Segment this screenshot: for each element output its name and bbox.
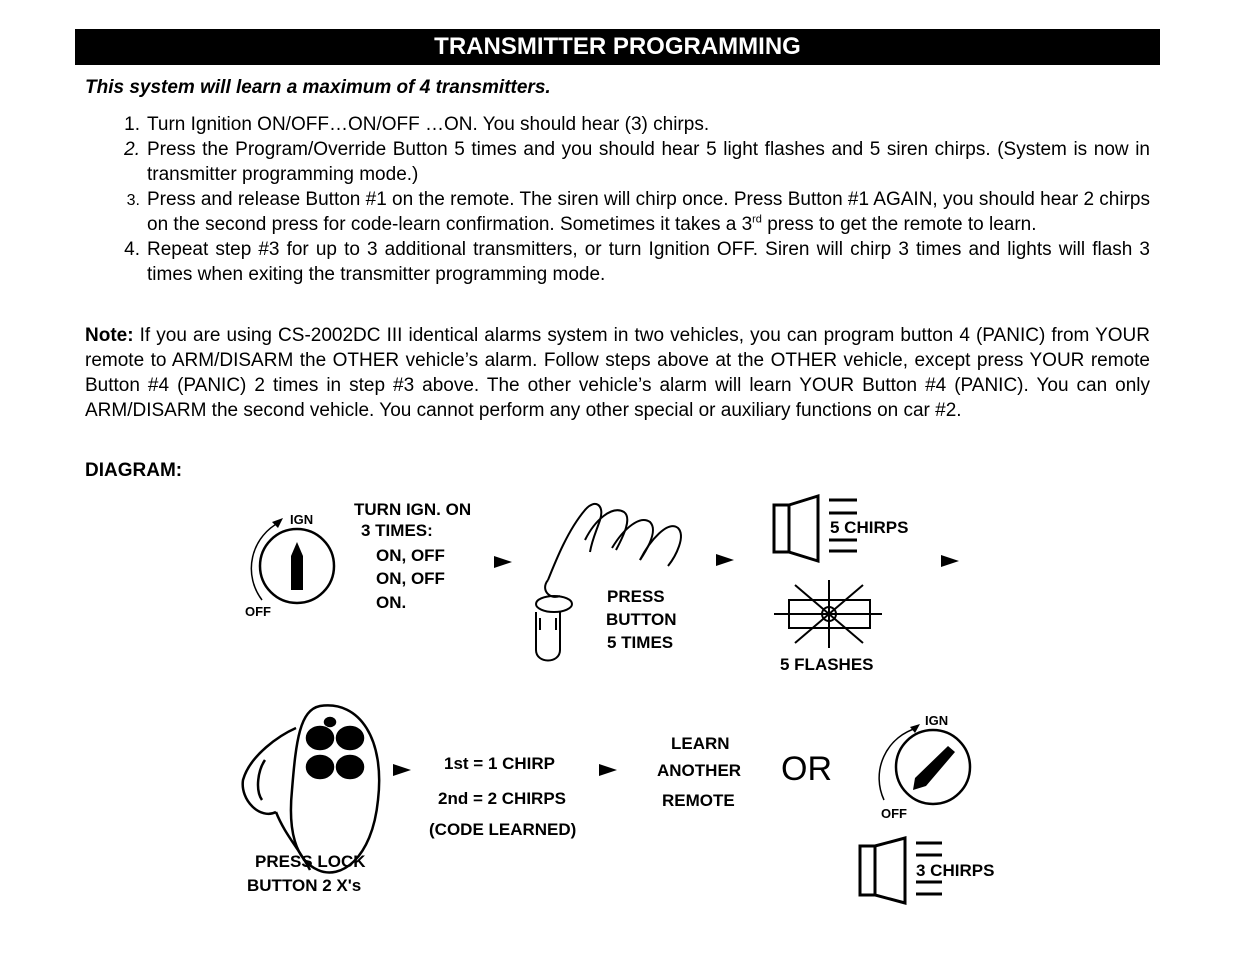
code-learned-label: (CODE LEARNED) [429,820,577,839]
step-number: 3. [126,192,140,209]
intro-text: This system will learn a maximum of 4 transmitters. [85,77,551,98]
ign-label: IGN [925,713,949,728]
another-label: ANOTHER [657,761,742,780]
arrow-right-icon [941,555,959,567]
ign-label: IGN [290,512,314,527]
arrow-right-icon [599,764,617,776]
note-text: If you are using CS-2002DC III identical alarms system in two vehicles, you can program button 4 (PANIC) from YOUR remote to ARM/DISARM the OTHER vehicle’s alarm. Follow steps above at the OTHER vehicle, except press YOUR remote Button #4 (PANIC) 2 times in step #3 above. The other vehicle’s alarm will learn YOUR Button #4 (PANIC). You can only ARM/DISARM the second vehicle. You cannot perform any other special or auxiliary functions on car #2. [85,325,1150,421]
step-number: 4. [124,239,140,260]
ordinal-suffix: rd [752,213,762,226]
arrow-right-icon [494,556,512,568]
ignition-switch-off-icon [879,724,970,804]
step-text-part: press to get the remote to learn. [761,214,1037,235]
three-times-label: 3 TIMES: [361,521,433,540]
step-text: Turn Ignition ON/OFF…ON/OFF …ON. You should hear (3) chirps. [147,114,710,135]
off-label: OFF [245,604,271,619]
remote-in-hand-icon [243,705,379,872]
diagram-heading: DIAGRAM: [85,460,183,481]
step-text: Repeat step #3 for up to 3 additional transmitters, or turn Ignition OFF. Siren will chirp 3 times and lights will flash 3 times when exiting the transmitter programming mode. [147,239,1150,285]
step-text: Press the Program/Override Button 5 times and you should hear 5 light flashes and 5 siren chirps. (System is now in transmitter programming mode.) [147,139,1150,185]
note-label: Note: [85,325,134,346]
step-text-part: Press and release Button #1 on the remote. The siren will chirp once. Press Button #1 AGAIN, you should hear 2 chirps on the second press for code-learn confirmation. Sometimes it takes a 3 [147,189,1150,235]
page-title: TRANSMITTER PROGRAMMING [75,29,1160,65]
on-off-label: ON, OFF [376,569,445,588]
press-lock-label: PRESS LOCK [255,852,366,871]
learn-label: LEARN [671,734,730,753]
ignition-switch-icon [251,518,334,603]
press-label: PRESS [607,587,665,606]
button-label: BUTTON [606,610,677,629]
arrow-right-icon [716,554,734,566]
or-label: OR [781,750,832,788]
five-flashes-label: 5 FLASHES [780,655,874,674]
first-chirp-label: 1st = 1 CHIRP [444,754,556,773]
on-label: ON. [376,593,407,612]
off-label: OFF [881,806,907,821]
five-chirps-label: 5 CHIRPS [830,518,909,537]
remote-label: REMOTE [662,791,735,810]
step-number: 1. [124,114,140,135]
light-flash-icon [774,580,882,648]
on-off-label: ON, OFF [376,546,445,565]
arrow-right-icon [393,764,411,776]
three-chirps-label: 3 CHIRPS [916,861,995,880]
second-chirps-label: 2nd = 2 CHIRPS [438,789,567,808]
button-2x-label: BUTTON 2 X's [247,876,362,895]
step-number: 2. [124,139,140,160]
turn-ign-label: TURN IGN. ON [354,500,472,519]
five-times-label: 5 TIMES [607,633,674,652]
